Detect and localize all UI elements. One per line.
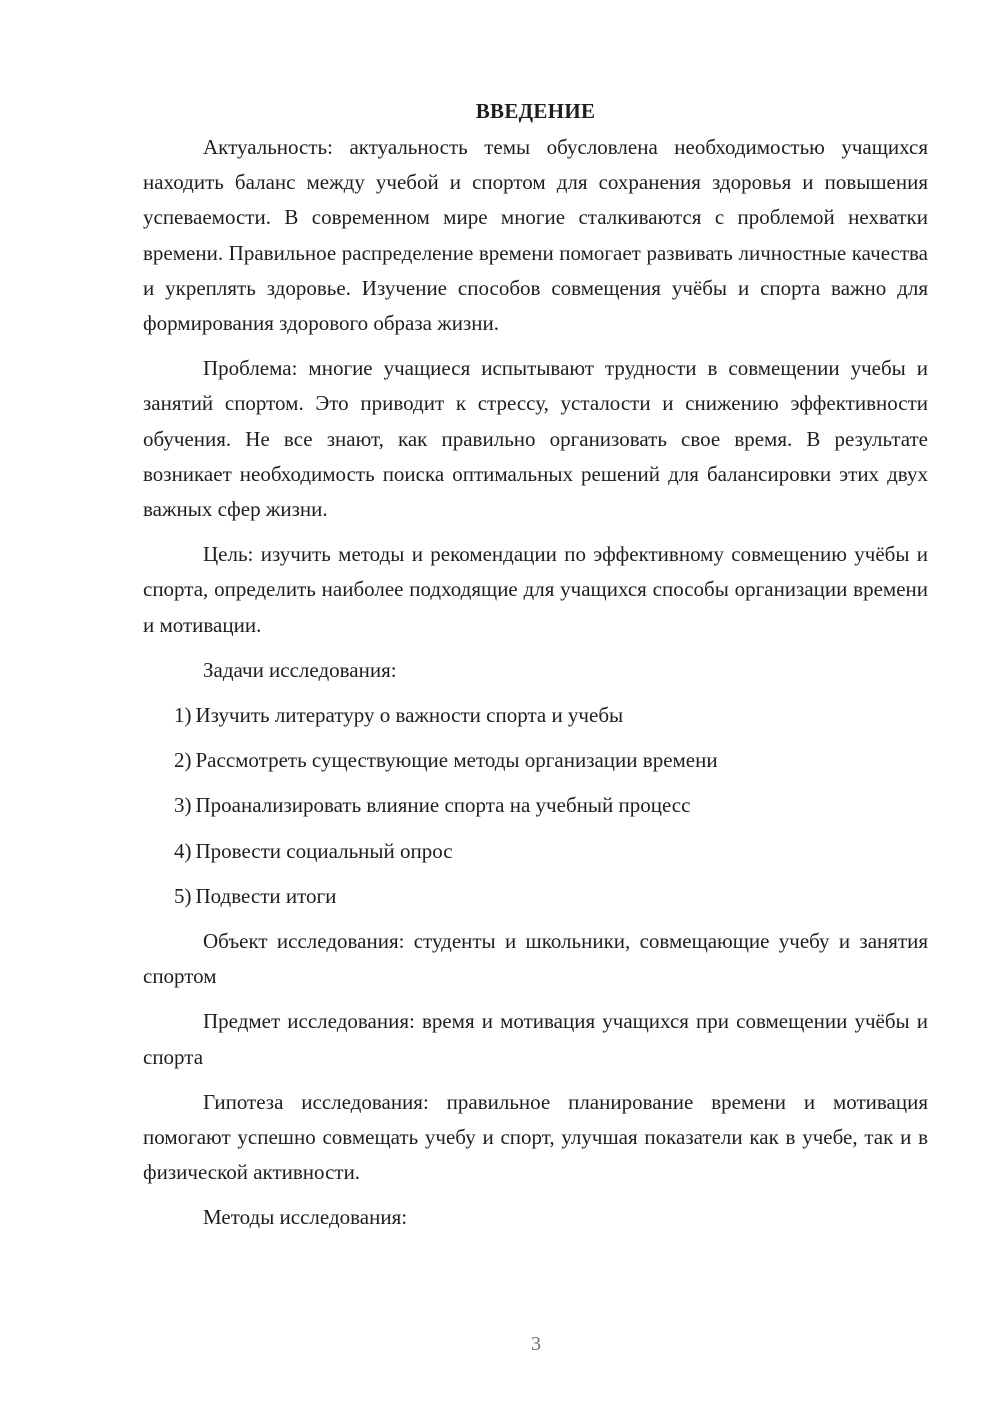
relevance-paragraph: Актуальность: актуальность темы обусловлена необходимостью учащихся находить баланс между учебой и спортом для сохранения здоровья и повышения успеваемости. В современном мире многие сталкиваются с проблемой нехватки времени. Правильное распределение времени помогает развивать личностные качества и укреплять здоровье. Изучение способов совмещения учёбы и спорта важно для формирования здорового образа жизни.: [143, 135, 928, 336]
hypothesis-paragraph: Гипотеза исследования: правильное планирование времени и мотивация помогают успешно совмещать учебу и спорт, улучшая показатели как в учебе, так и в физической активности.: [143, 1089, 928, 1185]
page-title: ВВЕДЕНИЕ: [475, 99, 596, 123]
object-paragraph: Объект исследования: студенты и школьники, совмещающие учебу и занятия спортом: [143, 929, 928, 989]
subject-paragraph: Предмет исследования: время и мотивация учащихся при совмещении учёбы и спорта: [143, 1009, 928, 1069]
tasks-list: [143, 698, 928, 914]
task-number: 2): [174, 748, 192, 773]
task-text: Изучить литературу о важности спорта и учебы: [195, 703, 624, 728]
task-item: [143, 834, 928, 869]
task-item: [143, 743, 928, 778]
goal-paragraph: Цель: изучить методы и рекомендации по эффективному совмещению учёбы и спорта, определить наиболее подходящие для учащихся способы организации времени и мотивации.: [143, 542, 928, 637]
problem-paragraph: Проблема: многие учащиеся испытывают трудности в совмещении учебы и занятий спортом. Это приводит к стрессу, усталости и снижению эффективности обучения. Не все знают, как правильно организовать свое время. В результате возникает необходимость поиска оптимальных решений для балансировки этих двух важных сфер жизни.: [143, 356, 928, 522]
task-text: Рассмотреть существующие методы организации времени: [195, 748, 718, 773]
page-content: [143, 96, 928, 1246]
task-item: [143, 879, 928, 914]
task-number: 1): [174, 703, 192, 728]
page-number: 3: [531, 1333, 541, 1355]
task-number: 4): [174, 838, 192, 863]
methods-heading: Методы исследования:: [203, 1205, 408, 1230]
task-number: 5): [174, 883, 192, 908]
tasks-heading: Задачи исследования:: [203, 657, 397, 682]
task-item: [143, 788, 928, 823]
task-item: [143, 698, 928, 733]
task-text: Подвести итоги: [195, 883, 337, 908]
task-text: Проанализировать влияние спорта на учебный процесс: [195, 793, 691, 818]
task-text: Провести социальный опрос: [195, 838, 453, 863]
task-number: 3): [174, 793, 192, 818]
